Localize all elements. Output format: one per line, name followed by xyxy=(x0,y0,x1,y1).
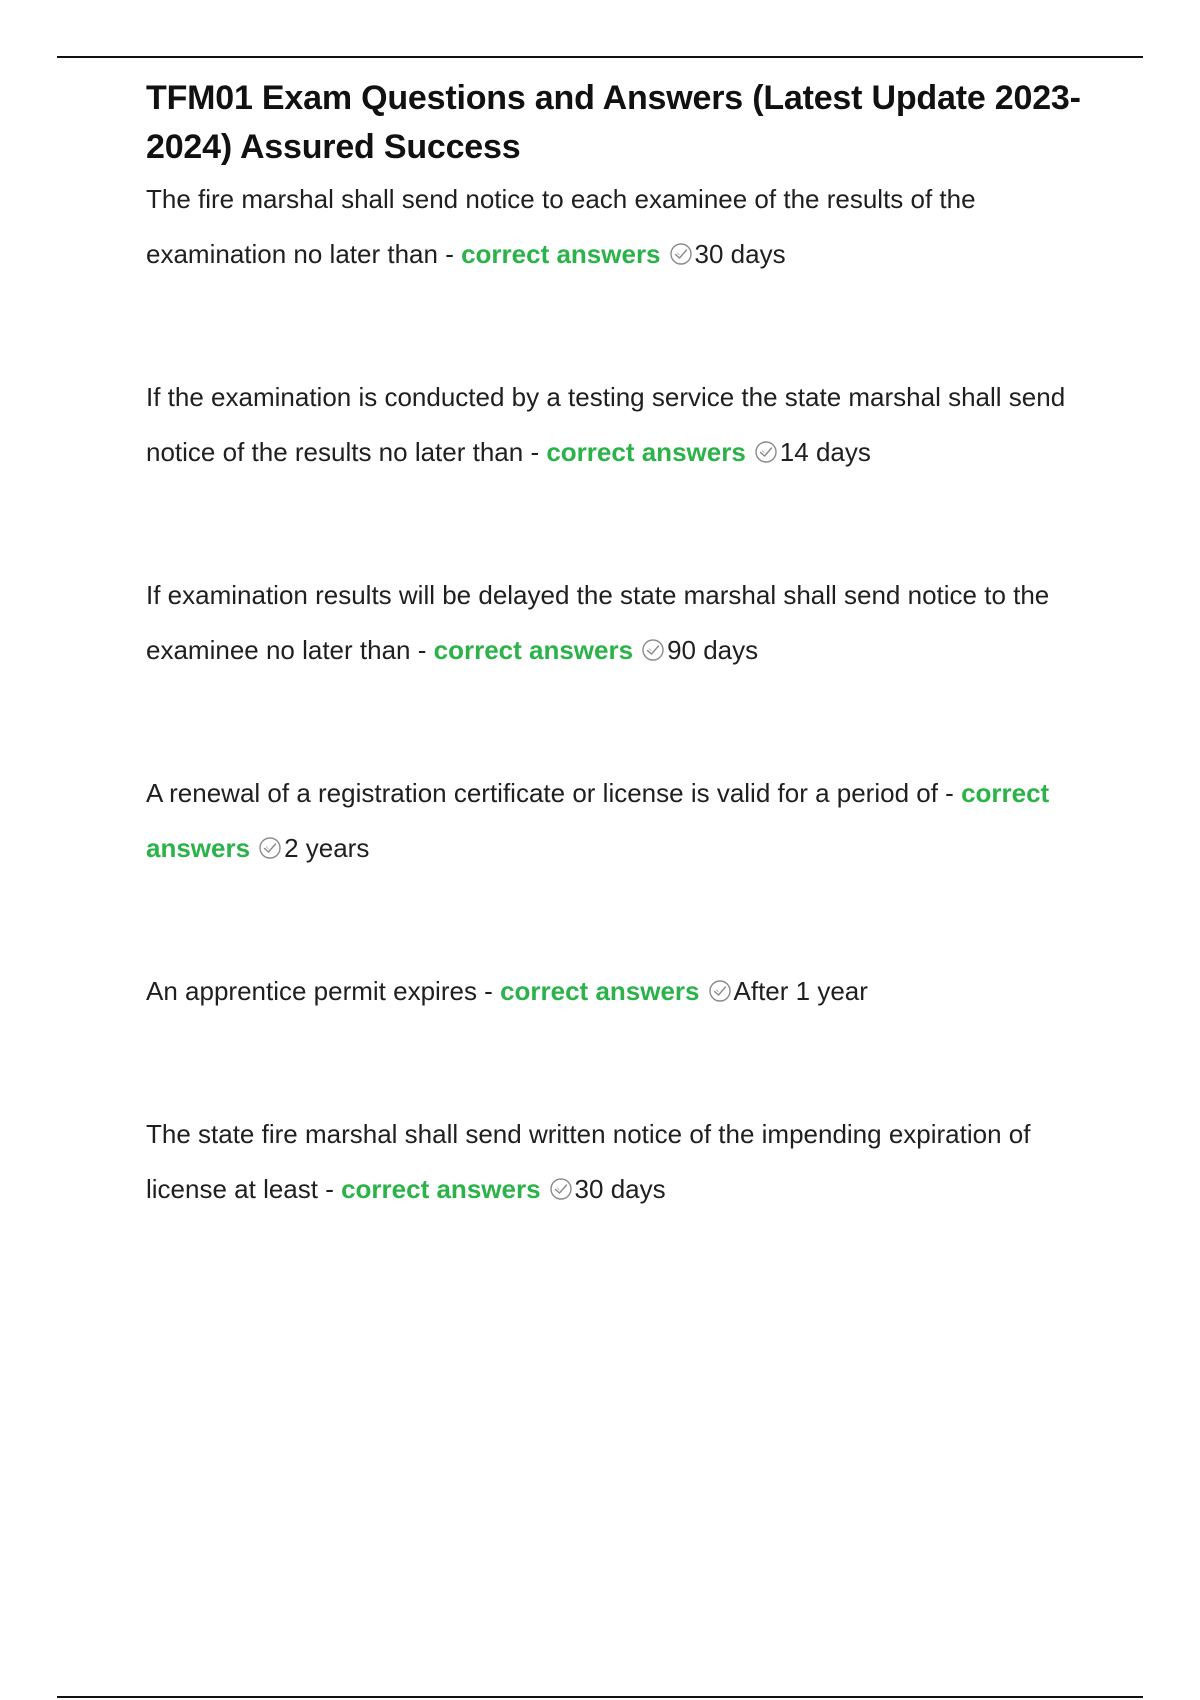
correct-answers-label: correct answers xyxy=(341,1174,541,1204)
question-text: The state fire marshal shall send written notice of the impending expiration of license at least xyxy=(146,1119,1031,1204)
separator: - xyxy=(476,976,501,1006)
correct-answers-label: correct answers xyxy=(461,239,661,269)
question-text: A renewal of a registration certificate or license is valid for a period of xyxy=(146,778,938,808)
separator: - xyxy=(437,239,462,269)
bottom-rule xyxy=(57,1696,1143,1698)
answer-text: 30 days xyxy=(694,239,786,269)
question-text: An apprentice permit expires xyxy=(146,976,477,1006)
separator: - xyxy=(317,1174,342,1204)
question-text: If examination results will be delayed the state marshal shall send notice to the examinee no later than xyxy=(146,580,1050,665)
qa-item xyxy=(146,172,1086,282)
qa-item xyxy=(146,370,1086,480)
check-circle-icon xyxy=(258,836,282,860)
correct-answers-label: correct answers xyxy=(433,635,634,665)
qa-item xyxy=(146,766,1086,876)
separator: - xyxy=(523,437,547,467)
top-rule xyxy=(57,56,1143,58)
separator: - xyxy=(937,778,962,808)
answer-text: 2 years xyxy=(284,833,370,863)
check-circle-icon xyxy=(641,638,665,662)
document-title: TFM01 Exam Questions and Answers (Latest Update 2023-2024) Assured Success xyxy=(146,79,1081,166)
answer-text: 30 days xyxy=(574,1174,666,1204)
separator: - xyxy=(410,635,434,665)
check-circle-icon xyxy=(754,440,778,464)
correct-answers-label: correct answers xyxy=(546,437,746,467)
question-text: If the examination is conducted by a testing service the state marshal shall send notice of the results no later than xyxy=(146,382,1066,467)
qa-item xyxy=(146,964,1086,1019)
answer-text: 90 days xyxy=(667,635,759,665)
question-text: The fire marshal shall send notice to each examinee of the results of the examination no later than xyxy=(146,184,976,269)
answer-text: After 1 year xyxy=(733,976,868,1006)
check-circle-icon xyxy=(669,242,693,266)
qa-list xyxy=(146,172,1086,1217)
correct-answers-label: correct answers xyxy=(500,976,700,1006)
check-circle-icon xyxy=(708,979,732,1003)
qa-item xyxy=(146,1107,1086,1217)
answer-text: 14 days xyxy=(779,437,871,467)
qa-item xyxy=(146,568,1086,678)
check-circle-icon xyxy=(549,1177,573,1201)
correct-answers-label: correct answers xyxy=(146,778,1050,863)
document-body xyxy=(146,74,1086,1217)
